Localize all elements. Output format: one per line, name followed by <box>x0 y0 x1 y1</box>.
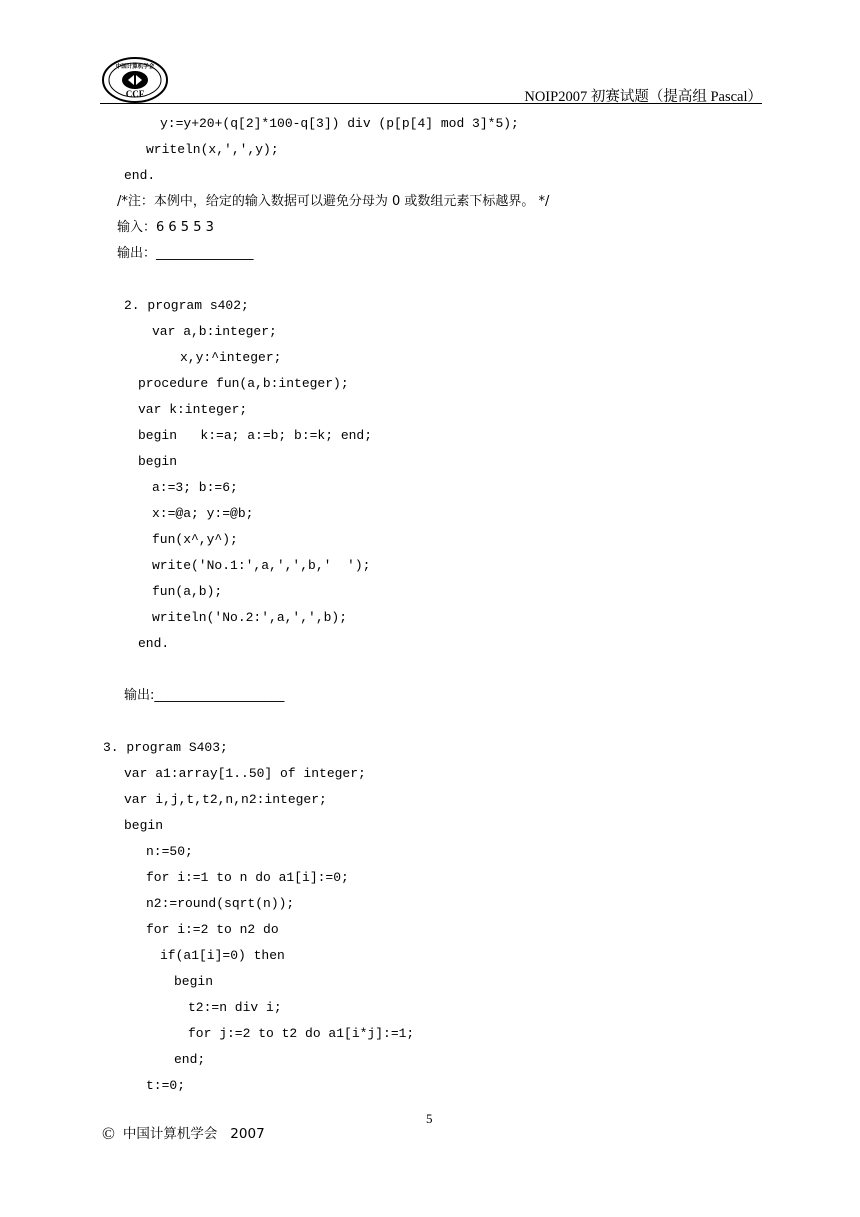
code-line: t:=0; <box>146 1078 186 1093</box>
code-line: n:=50; <box>146 844 193 859</box>
code-line: for i:=2 to n2 do <box>146 922 279 937</box>
code-line: end. <box>138 636 170 651</box>
code-line: y:=y+20+(q[2]*100-q[3]) div (p[p[4] mod 3]*5); <box>160 116 519 131</box>
code-line: var a1:array[1..50] of integer; <box>124 766 366 781</box>
code-line: var i,j,t,t2,n,n2:integer; <box>124 792 327 807</box>
code-line: n2:=round(sqrt(n)); <box>146 896 295 911</box>
code-line: fun(a,b); <box>152 584 223 599</box>
code-line: for j:=2 to t2 do a1[i*j]:=1; <box>188 1026 415 1041</box>
footer <box>102 1122 265 1144</box>
header-title: NOIP2007 初赛试题（提高组 Pascal） <box>524 89 762 105</box>
code-line: x,y:^integer; <box>180 350 282 365</box>
code-line: 输出：_______________ <box>117 246 254 261</box>
copyright-symbol: © <box>102 1124 115 1143</box>
code-line: 输入：6 6 5 5 3 <box>117 220 214 235</box>
code-line: var a,b:integer; <box>152 324 277 339</box>
code-line: begin k:=a; a:=b; b:=k; end; <box>138 428 373 443</box>
code-line: begin <box>124 818 164 833</box>
svg-text:中国计算机学会: 中国计算机学会 <box>115 64 155 70</box>
code-line: 输出:____________________ <box>124 688 285 703</box>
svg-text:CCF: CCF <box>125 89 145 99</box>
code-line: procedure fun(a,b:integer); <box>138 376 349 391</box>
footer-text: 中国计算机学会 2007 <box>122 1126 265 1142</box>
code-line: if(a1[i]=0) then <box>160 948 285 963</box>
code-line: write('No.1:',a,',',b,' '); <box>152 558 371 573</box>
header-rule <box>100 103 762 104</box>
code-line: fun(x^,y^); <box>152 532 238 547</box>
code-line: var k:integer; <box>138 402 248 417</box>
code-line: t2:=n div i; <box>188 1000 282 1015</box>
page-number: 5 <box>426 1111 433 1126</box>
code-line: end; <box>174 1052 206 1067</box>
code-line: for i:=1 to n do a1[i]:=0; <box>146 870 349 885</box>
code-line: begin <box>138 454 178 469</box>
code-line: /*注：本例中，给定的输入数据可以避免分母为 0 或数组元素下标越界。 */ <box>117 194 550 209</box>
code-line: writeln(x,',',y); <box>146 142 279 157</box>
ccf-logo-icon <box>101 56 169 104</box>
code-line: a:=3; b:=6; <box>152 480 238 495</box>
code-line: begin <box>174 974 214 989</box>
code-line: x:=@a; y:=@b; <box>152 506 254 521</box>
code-line: writeln('No.2:',a,',',b); <box>152 610 348 625</box>
code-line: end. <box>124 168 156 183</box>
code-line: 3. program S403; <box>103 740 228 755</box>
code-line: 2. program s402; <box>124 298 249 313</box>
